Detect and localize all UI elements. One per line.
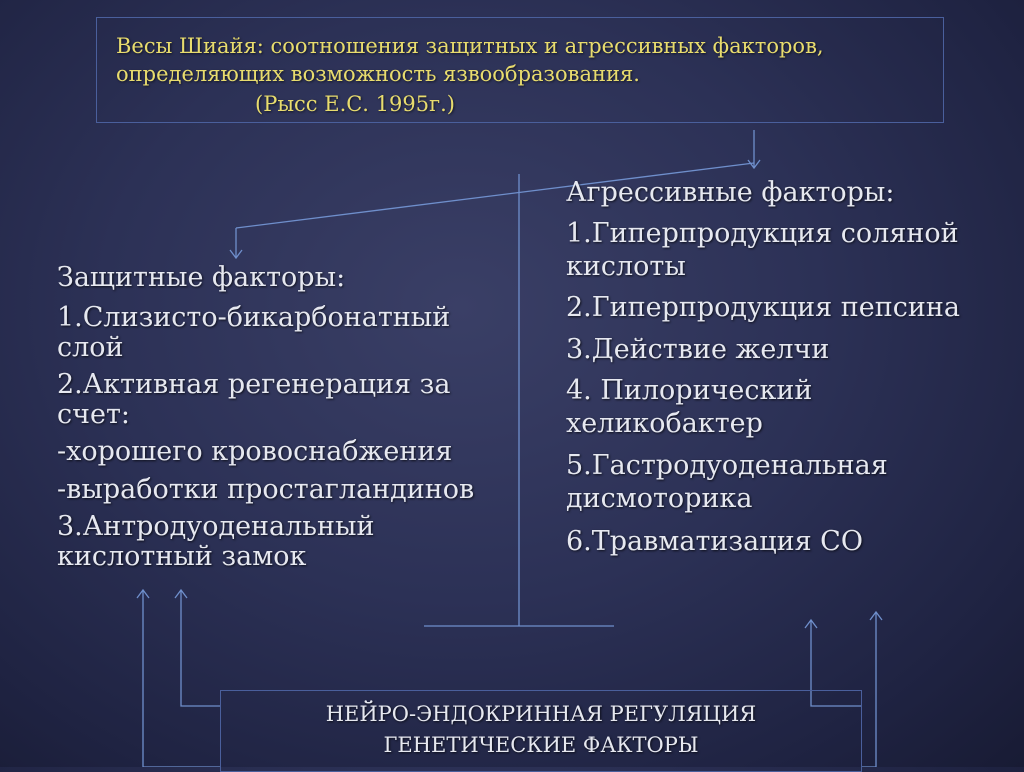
slide-title-line-1: Весы Шиайя: соотношения защитных и агрессивных факторов, [116, 34, 824, 58]
protective-line: -хорошего кровоснабжения [57, 436, 453, 467]
regulation-line-2: ГЕНЕТИЧЕСКИЕ ФАКТОРЫ [383, 733, 699, 757]
aggressive-line: 1.Гиперпродукция соляной [566, 218, 959, 249]
aggressive-heading: Агрессивные факторы: [566, 177, 895, 208]
aggressive-line: 4. Пилорический [566, 375, 813, 406]
aggressive-line: хеликобактер [566, 408, 763, 439]
protective-line: 1.Слизисто-бикарбонатный [57, 302, 451, 333]
aggressive-line: 6.Травматизация СО [566, 526, 863, 557]
aggressive-line: 5.Гастродуоденальная [566, 450, 888, 481]
aggressive-line: дисмоторика [566, 483, 753, 514]
slide-title-line-2: определяющих возможность язвообразования. [116, 62, 640, 86]
aggressive-line: 2.Гиперпродукция пепсина [566, 292, 960, 323]
protective-line: 2.Активная регенерация за [57, 369, 451, 400]
protective-line: счет: [57, 399, 130, 430]
protective-line: 3.Антродуоденальный [57, 511, 375, 542]
aggressive-line: 3.Действие желчи [566, 334, 830, 365]
regulation-box [220, 690, 862, 772]
protective-line: слой [57, 332, 124, 363]
protective-heading: Защитные факторы: [57, 262, 346, 293]
regulation-line-1: НЕЙРО-ЭНДОКРИННАЯ РЕГУЛЯЦИЯ [325, 702, 757, 726]
aggressive-line: кислоты [566, 251, 686, 282]
protective-line: кислотный замок [57, 541, 307, 572]
protective-line: -выработки простагландинов [57, 474, 475, 505]
slide-title-source: (Рысс Е.С. 1995г.) [255, 92, 455, 116]
